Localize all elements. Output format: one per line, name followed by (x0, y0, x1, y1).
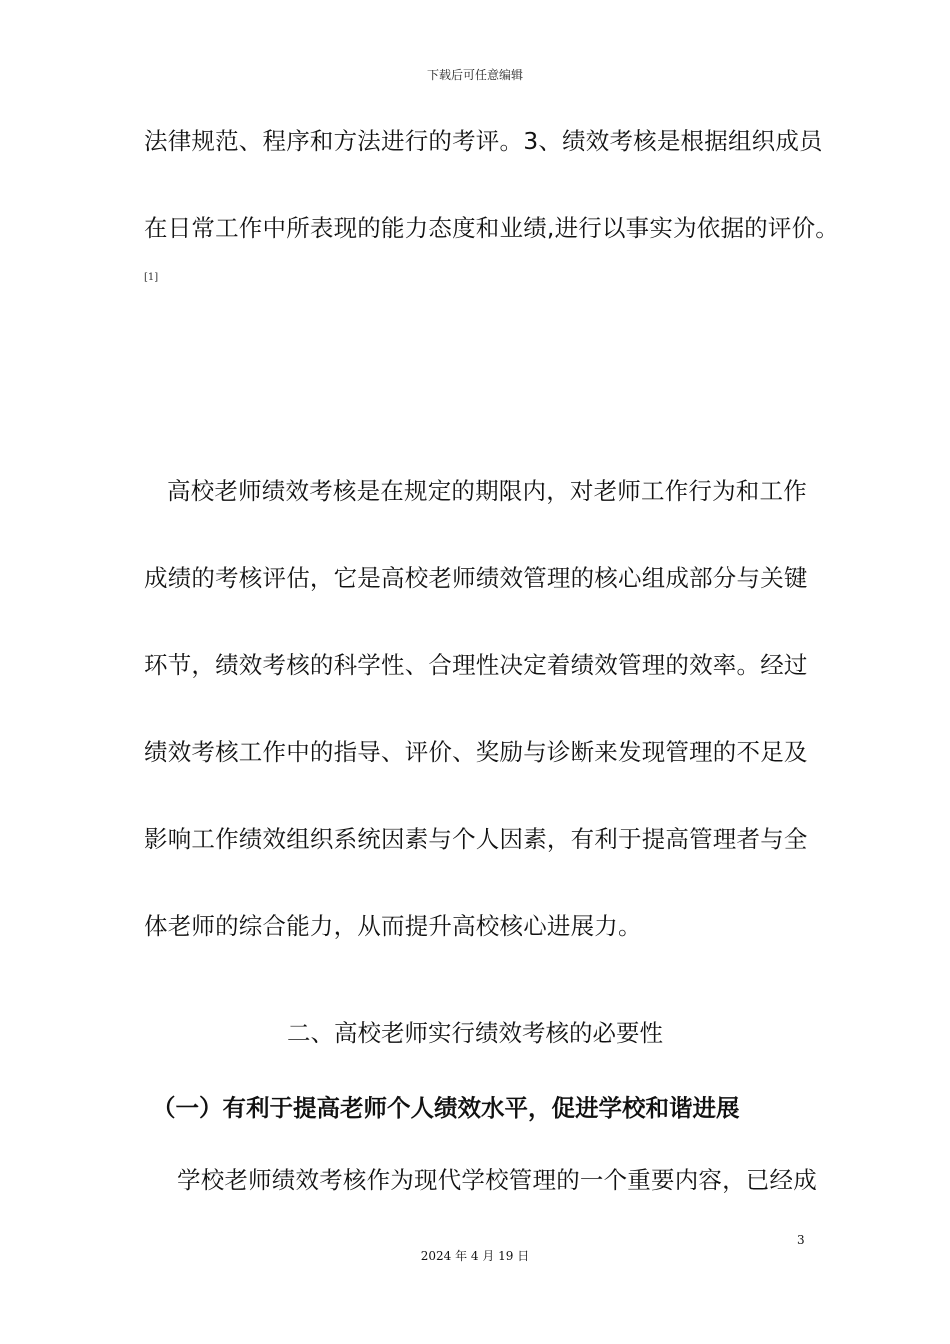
paragraph-line: 影响工作绩效组织系统因素与个人因素，有利于提高管理者与全 (144, 825, 808, 853)
footer-date: 2024 年 4 月 19 日 (420, 1249, 530, 1263)
sub-heading: （一）有利于提高老师个人绩效水平，促进学校和谐进展 (152, 1094, 740, 1122)
paragraph-line: 在日常工作中所表现的能力态度和业绩,进行以事实为依据的评价。 (144, 214, 839, 242)
section-heading: 二、高校老师实行绩效考核的必要性 (287, 1019, 663, 1047)
citation-reference: [1] (144, 272, 159, 283)
paragraph-line: 法律规范、程序和方法进行的考评。3、绩效考核是根据组织成员 (144, 127, 823, 155)
paragraph-line: 高校老师绩效考核是在规定的期限内，对老师工作行为和工作 (167, 477, 807, 505)
paragraph-line: 绩效考核工作中的指导、评价、奖励与诊断来发现管理的不足及 (144, 738, 808, 766)
page-header: 下载后可任意编辑 (426, 68, 523, 82)
paragraph-line: 体老师的综合能力，从而提升高校核心进展力。 (144, 912, 642, 940)
page-number: 3 (797, 1233, 805, 1247)
paragraph-line: 成绩的考核评估，它是高校老师绩效管理的核心组成部分与关键 (144, 564, 808, 592)
paragraph-line: 学校老师绩效考核作为现代学校管理的一个重要内容，已经成 (177, 1166, 817, 1194)
paragraph-line: 环节，绩效考核的科学性、合理性决定着绩效管理的效率。经过 (144, 651, 808, 679)
